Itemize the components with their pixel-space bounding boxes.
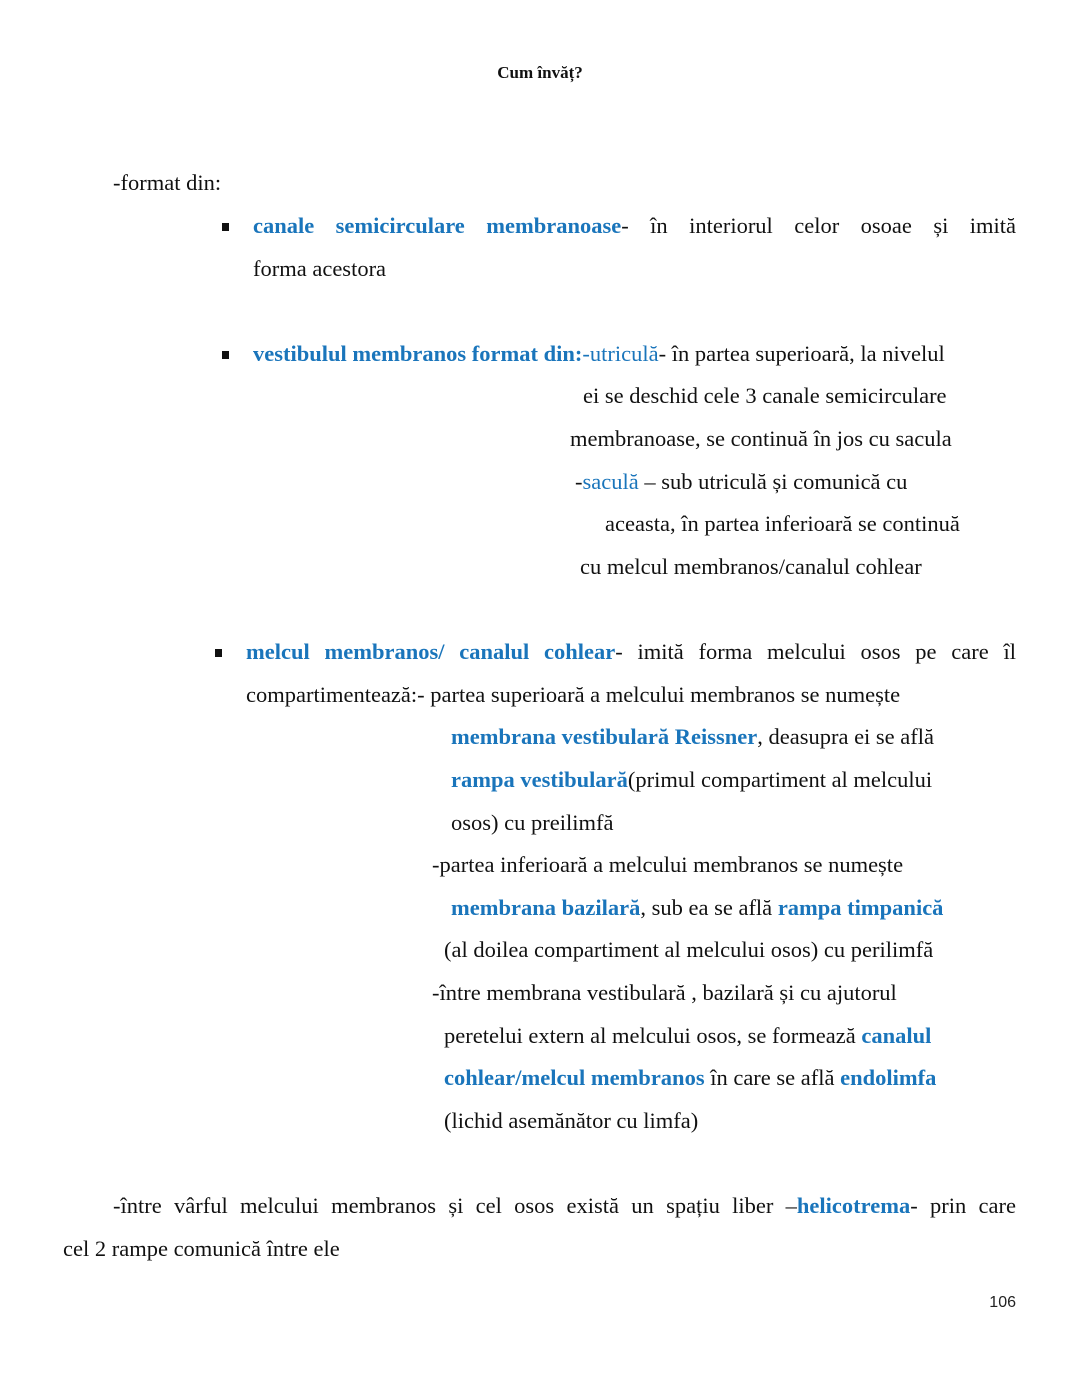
text-span: (al doilea compartiment al melcului osos) cu perilimfă xyxy=(444,937,934,962)
text-line xyxy=(451,723,934,751)
key-term: rampa timpanică xyxy=(777,895,944,920)
text-span: , sub ea se află xyxy=(640,895,778,920)
text-span: - prin care xyxy=(910,1193,1016,1218)
text-span: compartimentează:- partea superioară a melcului membranos se numește xyxy=(246,682,901,707)
text-line xyxy=(432,979,897,1007)
text-line xyxy=(253,212,1016,240)
key-term: canale semicirculare membranoase xyxy=(253,213,622,238)
text-line xyxy=(253,255,386,283)
text-span: (primul compartiment al melcului xyxy=(627,767,933,792)
key-term: melcul membranos/ canalul cohlear xyxy=(246,639,616,664)
text-span: - în partea superioară, la nivelul xyxy=(658,341,945,366)
text-line xyxy=(570,425,952,453)
text-line xyxy=(580,553,922,581)
running-header: Cum învăț? xyxy=(497,63,583,82)
bullet-icon xyxy=(215,649,222,657)
text-span: - imită forma melcului osos pe care îl xyxy=(615,639,1017,664)
text-span: forma acestora xyxy=(253,256,387,281)
text-line xyxy=(451,766,932,794)
key-term: membrana bazilară xyxy=(451,895,641,920)
text-line xyxy=(444,936,933,964)
highlighted-term: -utriculă xyxy=(582,341,659,366)
text-line xyxy=(63,1235,340,1263)
key-term: canalul xyxy=(861,1023,932,1048)
text-span: peretelui extern al melcului osos, se formează xyxy=(444,1023,862,1048)
text-line xyxy=(246,681,900,709)
text-line xyxy=(113,169,221,197)
text-line xyxy=(444,1107,698,1135)
text-span: -între membrana vestibulară , bazilară și cu ajutorul xyxy=(432,980,897,1005)
text-span: -format din: xyxy=(113,170,222,195)
text-line xyxy=(583,382,947,410)
text-line xyxy=(605,510,960,538)
text-span: aceasta, în partea inferioară se continuă xyxy=(605,511,960,536)
text-span: -partea inferioară a melcului membranos se numește xyxy=(432,852,904,877)
text-span: (lichid asemănător cu limfa) xyxy=(444,1108,699,1133)
text-span: , deasupra ei se află xyxy=(757,724,935,749)
key-term: rampa vestibulară xyxy=(451,767,628,792)
text-line xyxy=(444,1022,931,1050)
bullet-icon xyxy=(222,351,229,359)
text-line xyxy=(451,894,943,922)
key-term: helicotrema xyxy=(796,1193,911,1218)
highlighted-term: saculă xyxy=(582,469,639,494)
text-span: – sub utriculă și comunică cu xyxy=(638,469,908,494)
text-span: membranoase, se continuă în jos cu sacula xyxy=(570,426,952,451)
text-span: osos) cu preilimfă xyxy=(451,810,614,835)
bullet-icon xyxy=(222,223,229,231)
key-term: vestibulul membranos format din: xyxy=(253,341,583,366)
page-number: 106 xyxy=(989,1294,1016,1311)
key-term: cohlear/melcul membranos xyxy=(444,1065,705,1090)
text-line xyxy=(575,468,907,496)
text-span: ei se deschid cele 3 canale semicirculare xyxy=(583,383,947,408)
text-line xyxy=(451,809,613,837)
text-line xyxy=(246,638,1016,666)
text-span: -între vârful melcului membranos și cel osos există un spațiu liber – xyxy=(113,1193,797,1218)
text-line xyxy=(113,1192,1016,1220)
text-line xyxy=(432,851,903,879)
text-line xyxy=(253,340,945,368)
key-term: endolimfa xyxy=(840,1065,937,1090)
text-line xyxy=(444,1064,936,1092)
text-span: - xyxy=(575,469,583,494)
text-span: în care se află xyxy=(704,1065,841,1090)
key-term: membrana vestibulară Reissner xyxy=(451,724,758,749)
text-span: - în interiorul celor osoae și imită xyxy=(621,213,1016,238)
text-span: cel 2 rampe comunică între ele xyxy=(63,1236,340,1261)
text-span: cu melcul membranos/canalul cohlear xyxy=(580,554,922,579)
